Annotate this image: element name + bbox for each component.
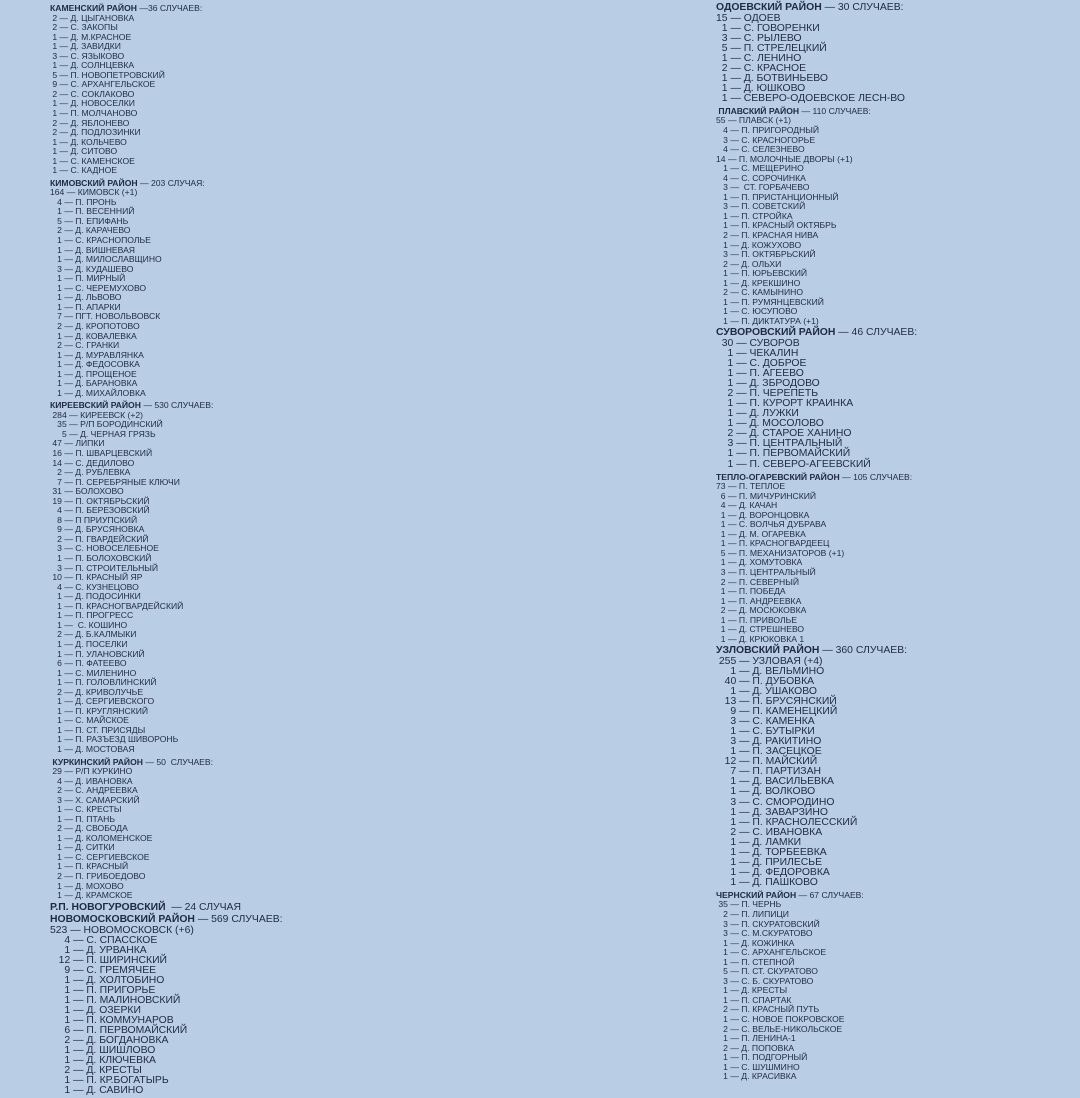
locality-row: 1 — Д. ХОМУТОВКА: [716, 557, 803, 568]
locality-row: 1 — Д. ВАСИЛЬЕВКА: [716, 776, 834, 788]
locality-row: 1 — Д. ПОСЕЛКИ: [50, 638, 128, 649]
locality-row: 1 — Д. МИЛОСЛАВЩИНО: [50, 254, 162, 265]
locality-row: 19 — П. ОКТЯБРЬСКИЙ: [50, 495, 150, 506]
locality-row: 55 — ПЛАВСК (+1): [716, 115, 792, 126]
district-name: КИМОВСКИЙ РАЙОН: [50, 177, 138, 188]
locality-row: 9 — С. ГРЕМЯЧЕЕ: [50, 964, 157, 976]
locality-row: 2 — С. АНДРЕЕВКА: [50, 785, 138, 796]
district-case-count: —36 СЛУЧАЕВ:: [137, 3, 203, 13]
locality-row: 3 — П. СТРОИТЕЛЬНЫЙ: [50, 562, 159, 573]
locality-row: 1 — Д. МОХОВО: [50, 880, 124, 891]
locality-row: 1 — П. ПОБЕДА: [716, 586, 786, 597]
locality-row: 35 — Р/П БОРОДИНСКИЙ: [50, 419, 163, 430]
locality-row: 1 — П. АНДРЕЕВКА: [716, 595, 802, 606]
locality-row: 1 — Д. КОЛЬЧЕВО: [50, 136, 127, 147]
district-case-count: — 67 СЛУЧАЕВ:: [796, 889, 864, 900]
locality-row: 1 — С. КРЕСТЫ: [50, 804, 122, 815]
locality-row: 40 — П. ДУБОВКА: [716, 675, 815, 687]
locality-row: 2 — П. ГВАРДЕЙСКИЙ: [50, 533, 149, 544]
locality-row: 1 — Д. НОВОСЕЛКИ: [50, 98, 135, 109]
locality-row: 1 — Д. ОЗЕРКИ: [50, 1005, 141, 1017]
locality-row: 1 — П. ВЕСЕННИЙ: [50, 206, 135, 217]
locality-row: 2 — С. ЗАКОПЫ: [50, 22, 118, 33]
locality-row: 1 — С. МАЙСКОЕ: [50, 715, 129, 726]
locality-row: 12 — П. ШИРИНСКИЙ: [50, 954, 168, 966]
district-name: ОДОЕВСКИЙ РАЙОН: [716, 2, 822, 13]
locality-row: 14 — П. МОЛОЧНЫЕ ДВОРЫ (+1): [716, 153, 853, 164]
locality-row: 2 — Д. ЯБЛОНЕВО: [50, 117, 130, 128]
locality-row: 1 — Д. СЕРГИЕВСКОГО: [50, 696, 155, 707]
locality-row: 1 — П. РАЗЪЕЗД ШИВОРОНЬ: [50, 734, 179, 745]
locality-row: 1 — П. СТРОЙКА: [716, 210, 793, 221]
locality-row: 5 — П. СТ. СКУРАТОВО: [716, 966, 818, 977]
district-case-count: — 569 СЛУЧАЕВ:: [194, 914, 283, 926]
locality-row: 1 — П. ПРОГРЕСС: [50, 610, 134, 621]
left-column: [50, 3, 530, 1098]
locality-row: 3 — С. НОВОСЕЛЕБНОЕ: [50, 543, 159, 554]
locality-row: 35 — П. ЧЕРНЬ: [716, 899, 782, 910]
locality-row: 1 — Д. ЗАВИДКИ: [50, 41, 121, 52]
locality-row: 1 — Д. ВЕЛЬМИНО: [716, 665, 825, 677]
locality-row: 1 — Д. ПРОЩЕНОЕ: [50, 368, 137, 379]
locality-row: 4 — П. ПРИГОРОДНЫЙ: [716, 124, 820, 135]
locality-row: 1 — С. АРХАНГЕЛЬСКОЕ: [716, 947, 827, 958]
locality-row: 2 — Д. Б.КАЛМЫКИ: [50, 629, 137, 640]
district-name: КУРКИНСКИЙ РАЙОН: [50, 756, 143, 767]
locality-row: 1 — П. ПРИГОРЬЕ: [50, 984, 156, 996]
locality-row: 14 — С. ДЕДИЛОВО: [50, 457, 135, 468]
locality-row: 8 — П ПРИУПСКИЙ: [50, 514, 138, 525]
locality-row: 1 — П. ЮРЬЕВСКИЙ: [716, 268, 808, 279]
locality-row: 3 — П. ОКТЯБРЬСКИЙ: [716, 249, 816, 260]
locality-row: 2 — С. ГРАНКИ: [50, 340, 120, 351]
locality-row: 1 — Д. МИХАЙЛОВКА: [50, 387, 146, 398]
locality-row: 3 — П. ЦЕНТРАЛЬНЫЙ: [716, 438, 843, 450]
locality-row: 3 — С. КАМЕНКА: [716, 716, 815, 728]
locality-row: 2 — С. ВЕЛЬЕ-НИКОЛЬСКОЕ: [716, 1023, 843, 1034]
locality-row: 47 — ЛИПКИ: [50, 438, 105, 449]
locality-row: 31 — БОЛОХОВО: [50, 486, 124, 497]
locality-row: 1 — П. СЕВЕРО-АГЕЕВСКИЙ: [716, 458, 871, 470]
locality-row: 2 — С. КАМЫНИНО: [716, 287, 804, 298]
locality-row: 2 — Д. МОСЮКОВКА: [716, 605, 807, 616]
locality-row: 1 — С. ГОВОРЕНКИ: [716, 22, 820, 34]
locality-row: 1 — П. КОММУНАРОВ: [50, 1015, 174, 1027]
locality-row: 1 — Д. ЗАВАРЗИНО: [716, 806, 828, 818]
locality-row: 2 — С. ИВАНОВКА: [716, 826, 823, 838]
locality-row: 4 — С. СПАССКОЕ: [50, 934, 158, 946]
locality-row: 1 — Д. БАРАНОВКА: [50, 378, 138, 389]
locality-row: 1 — Д. СИТОВО: [50, 146, 118, 157]
locality-row: 1 — Д. КРЮКОВКА 1: [716, 633, 805, 644]
district-section: [50, 903, 530, 914]
district-case-count: — 110 СЛУЧАЕВ:: [799, 105, 871, 116]
locality-row: 255 — УЗЛОВАЯ (+4): [716, 655, 823, 667]
locality-row: 1 — Д. ПАШКОВО: [716, 876, 818, 888]
locality-row: 1 — С. КАМЕНСКОЕ: [50, 155, 135, 166]
locality-row: 13 — П. БРУСЯНСКИЙ: [716, 696, 837, 708]
locality-row: 1 — П. МОЛЧАНОВО: [50, 107, 138, 118]
locality-row: 9 — Д. БРУСЯНОВКА: [50, 524, 145, 535]
locality-row: 3 — С. Б. СКУРАТОВО: [716, 975, 814, 986]
district-case-count: — 24 СЛУЧАЯ: [165, 901, 241, 913]
district-name: ЧЕРНСКИЙ РАЙОН: [716, 889, 797, 900]
district-case-count: — 105 СЛУЧАЕВ:: [839, 471, 913, 482]
locality-row: 1 — Д. ПРИЛЕСЬЕ: [716, 856, 823, 868]
locality-row: 5 — П. НОВОПЕТРОВСКИЙ: [50, 69, 165, 80]
locality-row: 4 — Д. ИВАНОВКА: [50, 775, 133, 786]
locality-row: 1 — Д. ФЕДОСОВКА: [50, 359, 140, 370]
locality-row: 1 — С. КАДНОЕ: [50, 165, 117, 176]
locality-row: 10 — П. КРАСНЫЙ ЯР: [50, 572, 143, 583]
district-name: НОВОМОСКОВСКИЙ РАЙОН: [50, 914, 195, 926]
locality-row: 2 — П. КРАСНАЯ НИВА: [716, 229, 819, 240]
district-section: [716, 106, 1056, 327]
locality-row: 1 — П. СТЕПНОЙ: [716, 956, 795, 967]
locality-row: 3 — П. СОВЕТСКИЙ: [716, 201, 806, 212]
locality-row: 1 — С. ШУШМИНО: [716, 1061, 800, 1072]
locality-row: 1 — П. ПРИСТАНЦИОННЫЙ: [716, 191, 839, 202]
locality-row: 1 — Д. М.КРАСНОЕ: [50, 31, 132, 42]
locality-row: 3 — П. ЦЕНТРАЛЬНЫЙ: [716, 566, 816, 577]
locality-row: 12 — П. МАЙСКИЙ: [716, 756, 818, 768]
locality-row: 1 — П. КРАСНОГВАРДЕЕЦ: [716, 538, 830, 549]
locality-row: 2 — Д. КРИВОЛУЧЬЕ: [50, 686, 144, 697]
locality-row: 3 — С. М.СКУРАТОВО: [716, 928, 813, 939]
locality-row: 1 — С. ВОЛЧЬЯ ДУБРАВА: [716, 519, 827, 530]
district-section: [50, 400, 530, 754]
locality-row: 1 — Д. СИТКИ: [50, 842, 115, 853]
locality-row: 1 — П. ПОДГОРНЫЙ: [716, 1052, 808, 1063]
locality-row: 1 — Д. КРЕСТЫ: [716, 985, 788, 996]
locality-row: 1 — П. ПТАНЬ: [50, 813, 115, 824]
locality-row: 3 — Д. РАКИТИНО: [716, 736, 822, 748]
locality-row: 6 — П. МИЧУРИНСКИЙ: [716, 490, 817, 501]
locality-row: 3 — С. РЫЛЕВО: [716, 32, 802, 44]
locality-row: 1 — Д. ВОЛКОВО: [716, 786, 816, 798]
locality-row: 1 — Д. КОЖИНКА: [716, 937, 795, 948]
locality-row: 1 — С. КОШИНО: [50, 619, 128, 630]
district-section: [716, 472, 1056, 645]
locality-row: 7 — П. ПАРТИЗАН: [716, 766, 822, 778]
locality-row: 6 — П. ПЕРВОМАЙСКИЙ: [50, 1025, 188, 1037]
locality-row: 1 — Д. ЛЬВОВО: [50, 292, 122, 303]
district-title: [50, 3, 530, 14]
locality-row: 1 — Д. ХОЛТОБИНО: [50, 974, 165, 986]
locality-row: 2 — Д. КАРАЧЕВО: [50, 225, 131, 236]
locality-row: 4 — С. СОРОЧИНКА: [716, 172, 806, 183]
locality-row: 1 — П. АПАРКИ: [50, 301, 121, 312]
district-section: [50, 757, 530, 901]
locality-row: 9 — С. АРХАНГЕЛЬСКОЕ: [50, 79, 156, 90]
district-name: КАМЕНСКИЙ РАЙОН: [50, 3, 137, 13]
locality-row: 1 — П. ПРИВОЛЬЕ: [716, 614, 798, 625]
locality-row: 2 — Д. ЦЫГАНОВКА: [50, 12, 135, 23]
locality-row: 2 — С. КРАСНОЕ: [716, 62, 807, 74]
locality-row: 1 — П. МИРНЫЙ: [50, 273, 126, 284]
locality-row: 1 — С. ДОБРОЕ: [716, 358, 807, 370]
locality-row: 1 — Д. СТРЕШНЕВО: [716, 624, 805, 635]
locality-row: 29 — Р/П КУРКИНО: [50, 766, 133, 777]
locality-row: 1 — Д. ЮШКОВО: [716, 82, 806, 94]
district-case-count: — 203 СЛУЧАЯ:: [137, 177, 205, 188]
district-name: СУВОРОВСКИЙ РАЙОН: [716, 327, 836, 339]
district-section: [716, 646, 1056, 888]
locality-row: 2 — С. СОКЛАКОВО: [50, 88, 135, 99]
district-section: [716, 328, 1056, 469]
locality-row: 7 — ПГТ. НОВОЛЬВОВСК: [50, 311, 161, 322]
locality-row: 1 — С. БУТЫРКИ: [716, 726, 815, 738]
locality-row: 2 — П. КРАСНЫЙ ПУТЬ: [716, 1004, 820, 1015]
locality-row: 1 — С. ЧЕРЕМУХОВО: [50, 282, 147, 293]
locality-row: 2 — Д. ПОДЛОЗИНКИ: [50, 127, 141, 138]
locality-row: 1 — Д. ВОРОНЦОВКА: [716, 509, 810, 520]
locality-row: 3 — С. СМОРОДИНО: [716, 796, 835, 808]
locality-row: 1 — П. КУРОРТ КРАИНКА: [716, 398, 854, 410]
district-section: [50, 3, 530, 176]
locality-row: 1 — Д. КРАМСКОЕ: [50, 890, 133, 901]
locality-row: 2 — Д. БОГДАНОВКА: [50, 1035, 169, 1047]
locality-row: 5 — П. ЕПИФАНЬ: [50, 215, 129, 226]
locality-row: 1 — Д. ТОРБЕЕВКА: [716, 846, 827, 858]
locality-row: 1 — ЧЕКАЛИН: [716, 348, 799, 359]
locality-row: 1 — Д. КОЖУХОВО: [716, 239, 802, 250]
locality-row: 1 — С. МЕЩЕРИНО: [716, 163, 804, 174]
locality-row: 1 — С. ЛЕНИНО: [716, 52, 802, 64]
locality-row: 1 — Д. КРЕКШИНО: [716, 277, 801, 288]
locality-row: 1 — П. РУМЯНЦЕВСКИЙ: [716, 296, 824, 307]
locality-row: 1 — П. МАЛИНОВСКИЙ: [50, 995, 181, 1006]
district-title: [716, 3, 1056, 14]
locality-row: 1 — П. СПАРТАК: [716, 994, 792, 1005]
locality-row: 1 — П. ЛЕНИНА-1: [716, 1033, 796, 1044]
district-section: [50, 915, 530, 1096]
locality-row: 1 — Д. ЗБРОДОВО: [716, 378, 820, 390]
locality-row: 1 — Д. ШИШЛОВО: [50, 1045, 156, 1057]
locality-row: 1 — П. ПЕРВОМАЙСКИЙ: [716, 448, 851, 460]
locality-row: 1 — С. НОВОЕ ПОКРОВСКОЕ: [716, 1014, 845, 1024]
locality-row: 2 — Д. СТАРОЕ ХАНИНО: [716, 428, 852, 440]
district-name: ПЛАВСКИЙ РАЙОН: [716, 105, 800, 116]
locality-row: 7 — П. СЕРЕБРЯНЫЕ КЛЮЧИ: [50, 476, 180, 487]
locality-row: 1 — СЕВЕРО-ОДОЕВСКОЕ ЛЕСН-ВО: [716, 92, 905, 104]
district-name: ТЕПЛО-ОГАРЕВСКИЙ РАЙОН: [716, 471, 840, 482]
locality-row: 3 — С. ЯЗЫКОВО: [50, 50, 125, 61]
district-title: [50, 903, 530, 914]
locality-row: 4 — Д. КАЧАН: [716, 500, 778, 511]
locality-row: 1 — П. КРАСНОЛЕССКИЙ: [716, 816, 858, 828]
locality-row: 4 — С. КУЗНЕЦОВО: [50, 581, 139, 592]
right-column: [716, 3, 1056, 1084]
locality-row: 4 — С. СЕЛЕЗНЕВО: [716, 144, 805, 155]
district-section: [50, 178, 530, 399]
locality-row: 1 — П. КРАСНОГВАРДЕЙСКИЙ: [50, 600, 184, 611]
district-case-count: — 30 СЛУЧАЕВ:: [821, 2, 904, 13]
locality-row: 1 — Д. САВИНО: [50, 1085, 144, 1097]
locality-row: 1 — П. КРУГЛЯНСКИЙ: [50, 705, 149, 716]
locality-row: 1 — П. ДИКТАТУРА (+1): [716, 315, 819, 326]
district-section: [716, 3, 1056, 104]
locality-row: 3 — Д. КУДАШЕВО: [50, 263, 134, 274]
district-name: Р.П. НОВОГУРОВСКИЙ: [50, 901, 166, 913]
locality-row: 1 — Д. ФЕДОРОВКА: [716, 866, 830, 878]
locality-row: 284 — КИРЕЕВСК (+2): [50, 409, 144, 420]
locality-row: 2 — П. ГРИБОЕДОВО: [50, 871, 146, 882]
district-case-count: — 46 СЛУЧАЕВ:: [835, 327, 918, 339]
locality-row: 1 — Д. КОЛОМЕНСКОЕ: [50, 832, 153, 843]
district-section: [716, 890, 1056, 1082]
locality-row: 4 — П. ПРОНЬ: [50, 196, 117, 207]
district-case-count: — 530 СЛУЧАЕВ:: [140, 400, 214, 411]
locality-row: 1 — Д. СОЛНЦЕВКА: [50, 60, 135, 71]
locality-row: 1 — П. КР.БОГАТЫРЬ: [50, 1075, 169, 1087]
locality-row: 30 — СУВОРОВ: [716, 337, 800, 349]
locality-row: 1 — П. ЗАСЕЦКОЕ: [716, 746, 822, 758]
locality-row: 1 — Д. КРАСИВКА: [716, 1071, 797, 1082]
locality-row: 1 — Д. МУРАВЛЯНКА: [50, 349, 144, 360]
locality-row: 16 — П. ШВАРЦЕВСКИЙ: [50, 448, 153, 459]
locality-row: 1 — П. УЛАНОВСКИЙ: [50, 648, 145, 659]
locality-row: 2 — Д. КРОПОТОВО: [50, 320, 140, 331]
locality-row: 4 — П. БЕРЕЗОВСКИЙ: [50, 505, 150, 516]
locality-row: 1 — Д. МОСТОВАЯ: [50, 743, 135, 754]
locality-row: 1 — П. АГЕЕВО: [716, 368, 804, 380]
locality-row: 5 — П. МЕХАНИЗАТОРОВ (+1): [716, 547, 845, 558]
locality-row: 1 — Д. БОТВИНЬЕВО: [716, 72, 828, 84]
locality-row: 1 — Д. М. ОГАРЕВКА: [716, 528, 806, 539]
locality-row: 2 — П. СЕВЕРНЫЙ: [716, 576, 800, 587]
locality-row: 5 — П. СТРЕЛЕЦКИЙ: [716, 42, 827, 54]
locality-row: 1 — Д. ПОДОСИНКИ: [50, 591, 141, 602]
locality-row: 2 — Д. ПОПОВКА: [716, 1042, 795, 1053]
district-name: УЗЛОВСКИЙ РАЙОН: [716, 645, 820, 657]
locality-row: 6 — П. ФАТЕЕВО: [50, 658, 127, 669]
district-name: КИРЕЕВСКИЙ РАЙОН: [50, 400, 141, 411]
locality-row: 1 — Д. УРВАНКА: [50, 944, 147, 956]
locality-row: 1 — Д. КЛЮЧЕВКА: [50, 1055, 156, 1067]
district-case-count: — 50 СЛУЧАЕВ:: [143, 756, 214, 767]
locality-row: 1 — П. КРАСНЫЙ ОКТЯБРЬ: [716, 220, 837, 231]
locality-row: 9 — П. КАМЕНЕЦКИЙ: [716, 706, 838, 718]
locality-row: 1 — С. КРАСНОПОЛЬЕ: [50, 235, 151, 246]
locality-row: 2 — П. ЛИПИЦИ: [716, 908, 789, 919]
locality-row: 5 — Д. ЧЕРНАЯ ГРЯЗЬ: [50, 428, 156, 439]
locality-row: 1 — П. БОЛОХОВСКИЙ: [50, 553, 152, 564]
locality-row: 1 — С. ЮСУПОВО: [716, 306, 798, 317]
district-case-count: — 360 СЛУЧАЕВ:: [819, 645, 908, 657]
locality-row: 1 — П. СТ. ПРИСЯДЫ: [50, 724, 146, 735]
locality-row: 1 — Д. ЛУЖКИ: [716, 408, 799, 420]
locality-row: 1 — Д. УШАКОВО: [716, 686, 817, 697]
locality-row: 1 — Д. МОСОЛОВО: [716, 418, 824, 430]
locality-row: 2 — П. ЧЕРЕПЕТЬ: [716, 388, 819, 400]
locality-row: 1 — С. СЕРГИЕВСКОЕ: [50, 851, 150, 862]
locality-row: 1 — П. ГОЛОВЛИНСКИЙ: [50, 677, 157, 688]
locality-row: 2 — Д. СВОБОДА: [50, 823, 128, 834]
locality-row: 3 — Х. САМАРСКИЙ: [50, 794, 140, 805]
locality-row: 1 — Д. КОВАЛЕВКА: [50, 330, 137, 341]
locality-row: 3 — П. СКУРАТОВСКИЙ: [716, 918, 820, 929]
locality-row: 164 — КИМОВСК (+1): [50, 187, 138, 198]
locality-row: 2 — Д. РУБЛЕВКА: [50, 467, 131, 478]
locality-row: 1 — С. МИЛЕНИНО: [50, 667, 137, 678]
locality-row: 15 — ОДОЕВ: [716, 12, 781, 24]
locality-row: 1 — Д. ЛАМКИ: [716, 836, 802, 848]
locality-row: 73 — П. ТЕПЛОЕ: [716, 481, 786, 492]
locality-row: 1 — Д. ВИШНЕВАЯ: [50, 244, 136, 255]
locality-row: 1 — П. КРАСНЫЙ: [50, 861, 129, 872]
locality-row: 523 — НОВОМОСКОВСК (+6): [50, 924, 194, 936]
locality-row: 2 — Д. КРЕСТЫ: [50, 1065, 142, 1077]
locality-row: 2 — Д. ОЛЬХИ: [716, 258, 782, 269]
locality-row: 3 — С. КРАСНОГОРЬЕ: [716, 134, 816, 145]
locality-row: 3 — СТ. ГОРБАЧЕВО: [716, 182, 810, 193]
